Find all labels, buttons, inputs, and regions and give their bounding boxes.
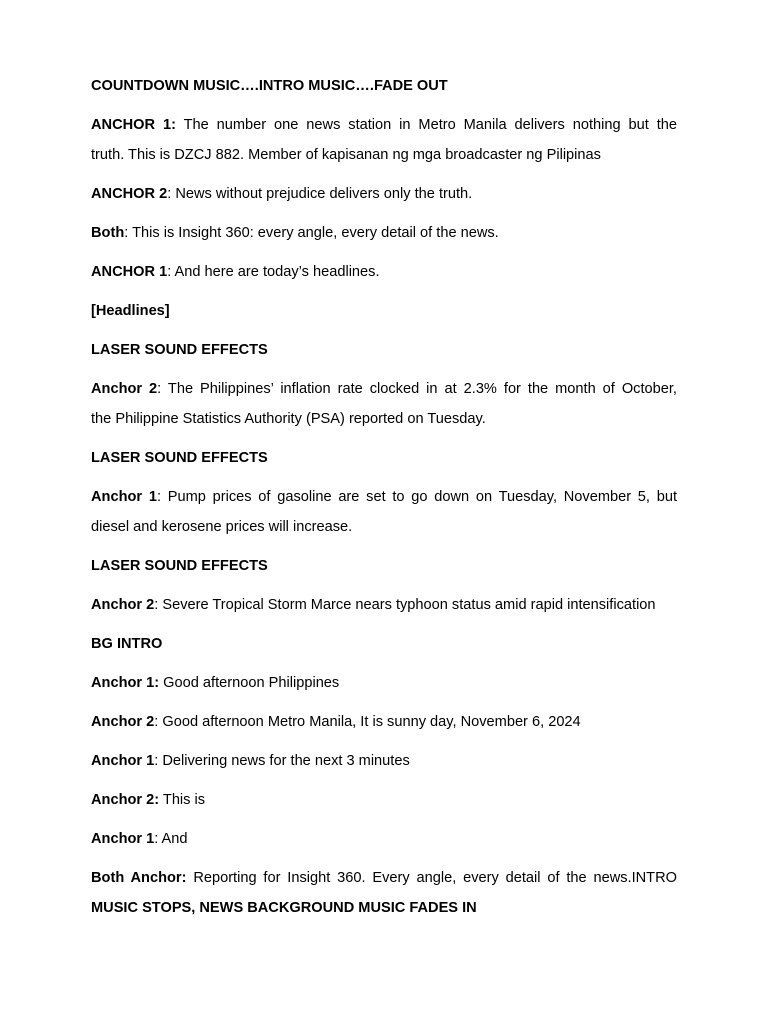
- speaker-label: Anchor 1: [91, 489, 157, 505]
- inflation-headline-line: [91, 379, 677, 399]
- dialogue-text: : Pump prices of gasoline are set to go down on Tuesday, November 5, but: [156, 489, 678, 505]
- speaker-label: Anchor 2: [91, 381, 158, 397]
- speaker-label: ANCHOR 1: [91, 264, 168, 280]
- anchor2-greeting-line: [91, 712, 677, 732]
- speaker-label: ANCHOR 2: [91, 186, 168, 202]
- sound-effect-cue: LASER SOUND EFFECTS: [91, 558, 268, 574]
- speaker-label: Anchor 2:: [91, 792, 160, 808]
- speaker-label: Anchor 1: [91, 831, 155, 847]
- speaker-label: Anchor 2: [91, 714, 155, 730]
- dialogue-text: This is: [159, 792, 206, 808]
- both-intro-line: [91, 223, 677, 243]
- opening-music-cue: COUNTDOWN MUSIC….INTRO MUSIC….FADE OUT: [91, 78, 448, 94]
- dialogue-text: : Good afternoon Metro Manila, It is sunny day, November 6, 2024: [154, 714, 581, 730]
- dialogue-text: Reporting for Insight 360. Every angle, every detail of the news.INTRO: [193, 870, 677, 886]
- dialogue-text: The number one news station in Metro Manila delivers nothing but the: [183, 117, 678, 133]
- dialogue-text: Good afternoon Philippines: [159, 675, 340, 691]
- anchor1-greeting-line: [91, 673, 677, 693]
- sound-effect-cue: LASER SOUND EFFECTS: [91, 450, 268, 466]
- speaker-label: ANCHOR 1:: [91, 117, 176, 133]
- anchor1-intro-continuation: truth. This is DZCJ 882. Member of kapisanan ng mga broadcaster ng Pilipinas: [91, 147, 601, 163]
- storm-headline-line: [91, 595, 677, 615]
- dialogue-text: : Severe Tropical Storm Marce nears typhoon status amid rapid intensification: [154, 597, 656, 613]
- closing-music-cue: MUSIC STOPS, NEWS BACKGROUND MUSIC FADES IN: [91, 900, 477, 916]
- dialogue-text: : And: [154, 831, 188, 847]
- speaker-label: Anchor 1:: [91, 675, 160, 691]
- pump-prices-headline-continuation: diesel and kerosene prices will increase.: [91, 519, 353, 535]
- anchor1-and-line: [91, 829, 677, 849]
- sound-effect-cue: LASER SOUND EFFECTS: [91, 342, 268, 358]
- both-anchor-sign-on-line: [91, 868, 677, 888]
- anchor1-headlines-line: [91, 262, 677, 282]
- dialogue-text: : News without prejudice delivers only the truth.: [167, 186, 473, 202]
- headlines-tag: [Headlines]: [91, 303, 170, 319]
- speaker-label: Anchor 1: [91, 753, 155, 769]
- dialogue-text: : And here are today’s headlines.: [167, 264, 380, 280]
- dialogue-text: : The Philippines’ inflation rate clocked in at 2.3% for the month of October,: [157, 381, 677, 397]
- pump-prices-headline-line: [91, 487, 677, 507]
- anchor2-this-is-line: [91, 790, 677, 810]
- bg-intro-cue: BG INTRO: [91, 636, 163, 652]
- anchor1-delivering-line: [91, 751, 677, 771]
- inflation-headline-continuation: the Philippine Statistics Authority (PSA) reported on Tuesday.: [91, 411, 486, 427]
- dialogue-text: : This is Insight 360: every angle, every detail of the news.: [124, 225, 499, 241]
- speaker-label: Anchor 2: [91, 597, 155, 613]
- speaker-label: Both Anchor:: [91, 870, 187, 886]
- anchor1-intro-line: [91, 115, 677, 135]
- anchor2-intro-line: [91, 184, 677, 204]
- speaker-label: Both: [91, 225, 125, 241]
- dialogue-text: : Delivering news for the next 3 minutes: [154, 753, 410, 769]
